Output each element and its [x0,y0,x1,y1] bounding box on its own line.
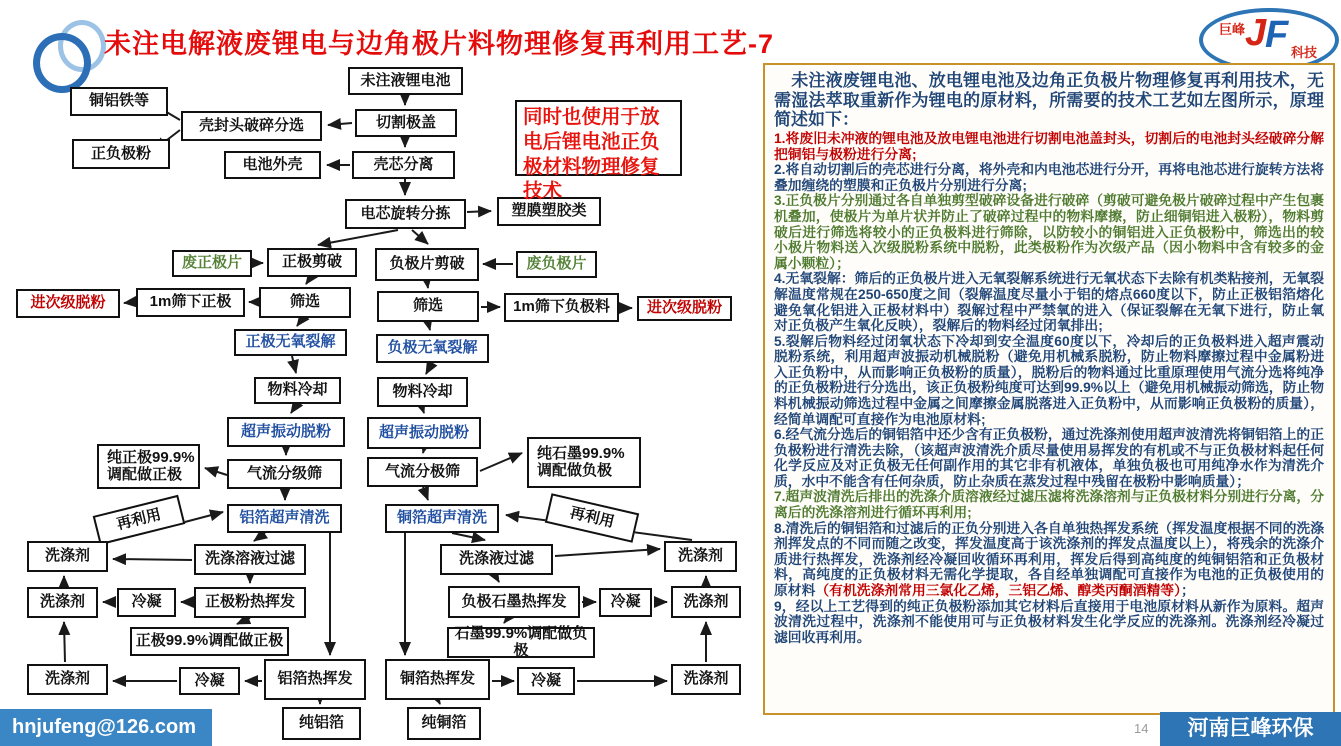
node-material-cooling-left: 物料冷却 [254,377,341,404]
panel-item-5: 5.裂解后物料经过闭氧状态下冷却到安全温度60度以下，冷却后的正负极料进入超声震动脱粉系统，利用超声波振动机械脱粉（避免用机械系脱粉，防止物料摩擦过程中金属粉进入正负粉中，从而影响正负极粉的质量），脱粉后的物料通过比重原理使用气流分选将纯净的正负极粉进行分选出，该正负极粉纯度可达到99.9%以上（避免用机械振动筛选，防止物料机械振动筛选过程中金属之间摩擦金属脱落进入正负粉中，从而影响正负极粉的质量），经简单调配可直接作为电池原材料; [774,333,1324,427]
node-under-screen-neg: 1m筛下负极料 [504,293,619,322]
node-ultrasonic-depowder-right: 超声振动脱粉 [367,417,481,449]
node-air-classifier-neg: 气流分极筛 [367,457,478,487]
node-cu-al-fe: 铜铝铁等 [70,87,168,116]
explanation-panel [763,63,1335,715]
node-wash-agent-r1: 洗涤剂 [664,541,737,572]
node-air-classifier-pos: 气流分级筛 [227,459,342,489]
node-ultrasonic-depowder-left: 超声振动脱粉 [227,417,345,447]
logo-name-bottom: 科技 [1291,45,1318,60]
pure-pos-line1: 纯正极99.9% [107,449,195,466]
panel-item-4: 4.无氧裂解：筛后的正负极片进入无氧裂解系统进行无氧状态下去除有机类粘接剂，无氧裂解温度常规在250-650度之间（裂解温度尽量小于铝的熔点660度以下，防止正极铝箔熔化避免氧化铝进入正极材料中）裂解过程中严禁氧的进入（保证裂解在无氧下进行，防止氧对正负极产生氧化反映），裂解后的物料经过闭氧排出; [774,271,1324,334]
panel-item-8-tail: ； [1181,582,1195,598]
node-wash-agent-l2: 洗涤剂 [27,587,98,618]
pure-graphite-line2: 调配做负极 [537,461,613,479]
node-condense-r3: 冷凝 [517,667,575,695]
logo-name-top: 巨峰 [1219,22,1246,37]
pure-pos-line2: 调配做正极 [107,465,183,483]
node-condense-r2: 冷凝 [599,588,652,617]
logo-jf-f: F [1265,14,1289,56]
node-pure-al-foil: 纯铝箔 [282,707,361,740]
page-number: 14 [1134,721,1149,736]
node-wash-agent-l3: 洗涤剂 [27,664,108,695]
panel-item-9: 9，经以上工艺得到的纯正负极粉添加其它材料后直接用于电池原材料从新作为原料。超声波清洗过程中，洗涤剂不能使用可与正负极材料发生化学反应的洗涤剂。洗涤剂经冷凝过滤回收再利用。 [774,598,1324,645]
node-graphite-blend-999: 石墨99.9%调配做负极 [447,627,595,658]
panel-item-8 [774,521,1324,599]
node-pure-cu-foil: 纯铜箔 [407,707,481,740]
node-pos-anaerobic-pyrolysis: 正极无氧裂解 [234,329,347,356]
node-wash-solution-filter-left: 洗涤溶液过滤 [194,544,306,575]
node-neg-anaerobic-pyrolysis: 负极无氧裂解 [376,334,489,363]
company-bar: 河南巨峰环保 [1160,712,1341,746]
panel-item-3: 3.正负极片分别通过各自单独剪型破碎设备进行破碎（剪破可避免极片破碎过程中产生包裹机叠加，使极片为单片状并防止了破碎过程中的物料摩擦，防止细铜铝进入极粉），物料剪破后进行筛选将较小的正负极料进行筛除，以防较小的铜铝进入正负极粉中，筛选出的较小极片物料送入次级脱粉系统中脱粉，此类极粉作为次级产品（因小物料中含有较多的金属小颗粒）； [774,193,1324,271]
node-pure-graphite-blend [527,437,641,488]
panel-item-7: 7.超声波清洗后排出的洗涤介质溶液经过滤压滤将洗涤溶剂与正负极材料分别进行分离，分离后的洗涤溶剂进行循环再利用; [774,489,1324,521]
node-shell-core-sep: 壳芯分离 [352,151,455,179]
panel-item-8-main: 8.清洗后的铜铝箔和过滤后的正负分别进入各自单独热挥发系统（挥发温度根据不同的洗涤剂挥发点的不同而随之改变，挥发温度高于该洗涤剂的挥发点温度以上），将残余的洗涤介质进行热挥发，洗涤剂经冷凝回收循环再利用，挥发后得到高纯度的纯铜铝箔和正负极材料，高纯度的正负极材料无需化学提取，各自经单独调配可直接作为电池的正负极使用的原材料 [774,520,1324,598]
panel-item-6: 6.经气流分选后的铜铝箔中还少含有正负极粉，通过洗涤剂使用超声波清洗将铜铝箔上的正负极粉进行清洗去除，（该超声波清洗介质尽量使用易挥发的有机或不与正负极材料起任何化学反应及对正负极无任何副作用的其它非有机液体，单独负极也可用纯净水作为清洗介质，水中不能含有任何杂质，防止杂质在蒸发过程中残留在极粉中影响质量）； [774,427,1324,489]
node-pos-shear: 正极剪破 [267,248,357,277]
node-condense-l3: 冷凝 [179,667,240,695]
node-pos-powder-evap: 正极粉热挥发 [194,587,306,618]
rings-logo-dark-icon [33,33,91,93]
panel-item-1: 1.将废旧未冲液的锂电池及放电锂电池进行切割电池盖封头，切割后的电池封头经破碎分解把铜铝与极粉进行分离; [774,131,1324,162]
node-under-screen-pos: 1m筛下正极 [136,288,245,317]
node-neg-graphite-evap: 负极石墨热挥发 [448,586,580,618]
node-reuse-right: 再利用 [545,493,639,542]
node-waste-pos-sheet: 废正极片 [172,250,252,277]
node-wash-liquid-filter-right: 洗涤液过滤 [440,544,553,575]
node-waste-neg-sheet: 废负极片 [516,251,597,278]
node-material-cooling-right: 物料冷却 [377,377,468,407]
node-reuse-left: 再利用 [93,495,186,545]
pure-graphite-line1: 纯石墨99.9% [537,445,625,462]
node-battery-shell: 电池外壳 [224,151,321,179]
node-al-foil-evap: 铝箔热挥发 [264,659,366,700]
node-screen-neg: 筛选 [377,291,479,322]
node-secondary-depowder-left: 进次级脱粉 [16,289,120,318]
node-cu-foil-ultrasonic-clean: 铜箔超声清洗 [385,504,499,533]
node-pure-pos-blend [97,444,200,489]
node-wash-agent-r2: 洗涤剂 [671,586,741,618]
node-core-rotate-sort: 电芯旋转分拣 [345,199,466,229]
node-al-foil-ultrasonic-clean: 铝箔超声清洗 [227,504,342,533]
node-secondary-depowder-right: 进次级脱粉 [637,296,732,321]
node-pos-blend-999: 正极99.9%调配做正极 [130,627,289,656]
node-screen-pos: 筛选 [259,287,351,318]
side-note: 同时也使用于放电后锂电池正负极材料物理修复技术 [515,100,682,176]
node-cut-cap: 切割极盖 [355,109,457,137]
page-title: 未注电解液废锂电与边角极片料物理修复再利用工艺-7 [104,29,775,59]
panel-item-8-red: （有机洗涤剂常用三氯化乙烯，三铝乙烯、醇类丙酮酒精等） [815,582,1182,598]
logo-jf-j: J [1245,12,1267,54]
panel-item-2: 2.将自动切割后的壳芯进行分离，将外壳和内电池芯进行分开，再将电池芯进行旋转方法将叠加缠绕的塑膜和正负极片分别进行分离; [774,162,1324,193]
panel-heading: 未注液废锂电池、放电锂电池及边角正负极片物理修复再利用技术，无需湿法萃取重新作为锂电的原材料，所需要的技术工艺如左图所示，原理简述如下： [774,71,1324,130]
node-neg-shear: 负极片剪破 [375,248,479,281]
node-condense-l2: 冷凝 [117,588,176,617]
email-bar: hnjufeng@126.com [0,709,212,746]
node-cu-foil-evap: 铜箔热挥发 [385,659,490,700]
node-shell-head-crush: 壳封头破碎分选 [181,111,322,141]
node-pos-neg-powder: 正负极粉 [72,139,170,169]
node-wash-agent-r3: 洗涤剂 [671,664,741,695]
node-uninjected-battery: 未注液锂电池 [348,67,463,95]
node-wash-agent-l1: 洗涤剂 [27,541,108,572]
node-plastic-film: 塑膜塑胶类 [497,197,601,226]
